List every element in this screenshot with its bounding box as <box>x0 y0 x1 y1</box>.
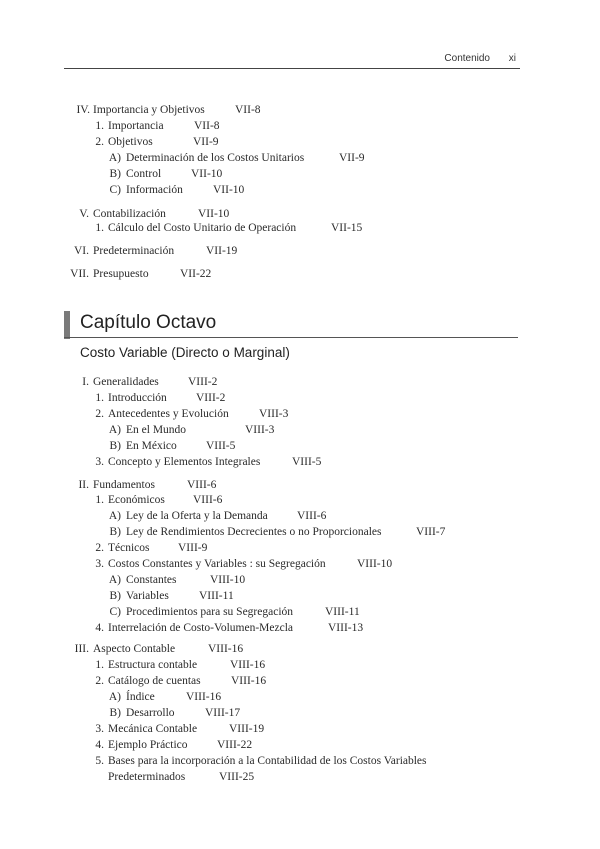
toc-entry-number: C) <box>109 184 121 196</box>
toc-entry-number: 2. <box>95 675 104 687</box>
toc-entry-label: Cálculo del Costo Unitario de Operación <box>108 222 297 234</box>
toc-entry-number: 1. <box>95 494 104 506</box>
toc-entry-label: Constantes <box>126 574 177 586</box>
toc-entry-number: 5. <box>95 755 104 767</box>
toc-entry-label: Ley de Rendimientos Decrecientes o no Proporcionales <box>126 526 382 538</box>
toc-entry-page: VIII-3 <box>245 424 275 436</box>
toc-entry-label: Variables <box>126 590 169 602</box>
toc-entry-label: Predeterminación <box>93 245 175 257</box>
toc-entry-page: VII-10 <box>213 184 245 196</box>
toc-entry-number: VI. <box>73 245 89 257</box>
toc-entry-page: VII-22 <box>180 268 212 280</box>
toc-entry-number: V. <box>79 208 89 220</box>
toc-entry-label: Aspecto Contable <box>93 643 176 655</box>
toc-entry-label: Catálogo de cuentas <box>108 675 201 687</box>
toc-entry-page: VIII-16 <box>208 643 244 655</box>
toc-entry-label: Interrelación de Costo-Volumen-Mezcla <box>108 622 293 634</box>
chapter-divider <box>64 337 518 338</box>
toc-entry-label: Fundamentos <box>93 479 155 491</box>
toc-entry-number: C) <box>109 606 121 618</box>
toc-entry-number: 1. <box>95 659 104 671</box>
toc-entry-number: A) <box>108 510 121 522</box>
toc-entry-label: Índice <box>126 691 155 703</box>
toc-entry-page: VIII-16 <box>230 659 266 671</box>
toc-entry-page: VIII-6 <box>297 510 327 522</box>
header-page-number: xi <box>508 53 516 64</box>
toc-entry-number: 1. <box>95 392 104 404</box>
toc-entry-page: VIII-2 <box>196 392 226 404</box>
toc-entry-label: Generalidades <box>93 376 159 388</box>
toc-entry-number: 2. <box>95 408 104 420</box>
toc-entry-number: B) <box>109 590 121 602</box>
toc-entry-number: 2. <box>95 136 104 148</box>
toc-entry-page: VII-19 <box>206 245 238 257</box>
toc-entry-label: Bases para la incorporación a la Contabilidad de los Costos Variables <box>108 755 427 767</box>
toc-entry-page: VIII-11 <box>199 590 234 602</box>
toc-entry-page: VIII-16 <box>231 675 267 687</box>
toc-entry-label: Determinación de los Costos Unitarios <box>126 152 305 164</box>
toc-entry-label: En México <box>126 440 177 452</box>
toc-entry-label: Mecánica Contable <box>108 723 198 735</box>
header-divider <box>64 68 520 69</box>
toc-entry-number: 3. <box>95 456 104 468</box>
toc-entry-page: VII-15 <box>331 222 363 234</box>
toc-entry-number: 4. <box>95 739 104 751</box>
toc-entry-number: A) <box>108 424 121 436</box>
toc-entry-number: II. <box>78 479 89 491</box>
toc-entry-label: Importancia <box>108 120 164 132</box>
toc-entry-page: VIII-5 <box>292 456 322 468</box>
toc-entry-number: A) <box>108 574 121 586</box>
toc-entry-number: B) <box>109 168 121 180</box>
toc-entry-page: VII-8 <box>194 120 220 132</box>
toc-entry-page: VII-10 <box>198 208 230 220</box>
toc-entry-label: Procedimientos para su Segregación <box>126 606 294 618</box>
toc-entry-label: En el Mundo <box>126 424 187 436</box>
chapter-marker-bar <box>64 311 70 339</box>
toc-entry-page: VIII-19 <box>229 723 265 735</box>
toc-entry-number: B) <box>109 440 121 452</box>
toc-entry-page: VII-9 <box>193 136 219 148</box>
toc-entry-label: Introducción <box>108 392 167 404</box>
toc-entry-number: A) <box>108 691 121 703</box>
toc-entry-page: VII-10 <box>191 168 223 180</box>
toc-entry-number: 4. <box>95 622 104 634</box>
toc-entry-page: VIII-5 <box>206 440 236 452</box>
toc-entry-label: Objetivos <box>108 136 153 148</box>
toc-entry-page: VIII-16 <box>186 691 222 703</box>
toc-entry-label: Información <box>126 184 183 196</box>
toc-entry-page: VIII-2 <box>188 376 218 388</box>
toc-entry-label: Estructura contable <box>108 659 198 671</box>
chapter-subtitle: Costo Variable (Directo o Marginal) <box>80 345 290 360</box>
toc-entry-page: VIII-22 <box>217 739 253 751</box>
toc-entry-number: 1. <box>95 120 104 132</box>
toc-entry-label: Ley de la Oferta y la Demanda <box>126 510 268 522</box>
toc-entry-label: Control <box>126 168 162 180</box>
toc-entry-page: VII-8 <box>235 104 261 116</box>
toc-entry-number: I. <box>82 376 89 388</box>
toc-entry-page: VIII-10 <box>210 574 246 586</box>
toc-entry-number: 3. <box>95 558 104 570</box>
toc-entry-number: A) <box>108 152 121 164</box>
toc-entry-label: Presupuesto <box>93 268 149 280</box>
toc-entry-page: VIII-3 <box>259 408 289 420</box>
toc-entry-number: VII. <box>70 268 89 280</box>
toc-entry-label: Económicos <box>108 494 165 506</box>
toc-entry-page: VII-9 <box>339 152 365 164</box>
toc-entry-label: Desarrollo <box>126 707 175 719</box>
toc-entry-page: VIII-6 <box>193 494 223 506</box>
toc-entry-page: VIII-7 <box>416 526 446 538</box>
toc-entry-label: Importancia y Objetivos <box>93 104 205 116</box>
toc-entry-label: Antecedentes y Evolución <box>108 408 229 420</box>
toc-entry-page: VIII-10 <box>357 558 393 570</box>
toc-entry-page: VIII-6 <box>187 479 217 491</box>
toc-entry-page: VIII-17 <box>205 707 241 719</box>
chapter-title: Capítulo Octavo <box>80 312 217 333</box>
toc-entry-label: Costos Constantes y Variables : su Segregación <box>108 558 326 570</box>
toc-entry-label: Contabilización <box>93 208 166 220</box>
toc-entry-label: Ejemplo Práctico <box>108 739 188 751</box>
toc-entry-number: 3. <box>95 723 104 735</box>
toc-entry-page: VIII-9 <box>178 542 208 554</box>
toc-entry-page: VIII-25 <box>219 771 255 783</box>
toc-entry-label: Concepto y Elementos Integrales <box>108 456 261 468</box>
toc-entry-page: VIII-13 <box>328 622 364 634</box>
toc-entry-number: 2. <box>95 542 104 554</box>
toc-entry-page: VIII-11 <box>325 606 360 618</box>
toc-entry-number: B) <box>109 707 121 719</box>
toc-entry-number: B) <box>109 526 121 538</box>
toc-entry-number: IV. <box>76 104 90 116</box>
toc-entry-number: 1. <box>95 222 104 234</box>
toc-entry-number: III. <box>74 643 89 655</box>
toc-entry-label: Técnicos <box>108 542 150 554</box>
header-title: Contenido <box>444 53 490 64</box>
toc-entry-label: Predeterminados <box>108 771 186 783</box>
